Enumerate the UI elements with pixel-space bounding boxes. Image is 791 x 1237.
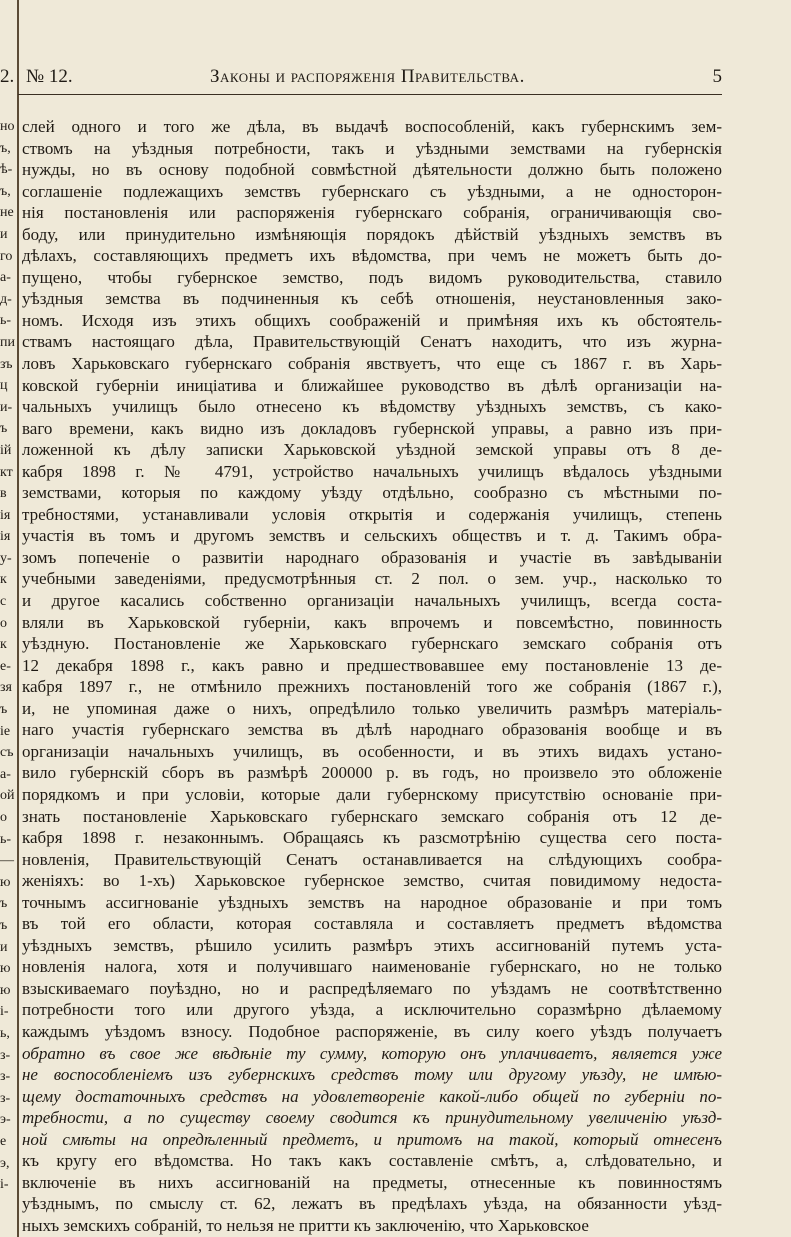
- gutter-fragment: ъ: [0, 917, 8, 933]
- text-line: наго участія губернскаго земства въ дѣлѣ народнаго образованія вообще и въ: [22, 720, 722, 740]
- text-line: организаціи начальныхъ училищъ, въ особенности, и въ этихъ видахъ устано-: [22, 741, 722, 761]
- gutter-fragment: у-: [0, 550, 12, 566]
- gutter-fragment: ія: [0, 507, 11, 523]
- gutter-fragment: з-: [0, 1069, 11, 1085]
- text-line: номъ. Исходя изъ этихъ общихъ соображеній и примѣняя ихъ къ обстоятель-: [22, 310, 722, 330]
- header-title: Законы и распоряженія Правительства.: [210, 66, 525, 87]
- text-line: слей одного и того же дѣла, въ выдачѣ воспособленій, какъ губернскимъ зем-: [22, 117, 722, 136]
- text-line: не воспособленіемъ изъ губернскихъ средствъ тому или другому уѣзду, не имѣю-: [22, 1065, 722, 1085]
- gutter-fragment: ъ,: [0, 140, 11, 156]
- gutter-fragment: д-: [0, 291, 12, 307]
- gutter-fragment: і-: [0, 1177, 9, 1193]
- text-line: и, не упоминая даже о нихъ, опредѣлило только увеличить размѣръ матеріаль-: [22, 698, 722, 718]
- running-header: [0, 66, 722, 92]
- gutter-fragment: ъ: [0, 702, 8, 718]
- adjacent-page-fragments: [0, 116, 17, 1196]
- text-line: пущено, чтобы губернское земство, подъ видомъ руководительства, ставило: [22, 267, 722, 287]
- text-line: ловъ Харьковскаго губернскаго собранія явствуетъ, что еще съ 1867 г. въ Харь-: [22, 354, 722, 374]
- gutter-fragment: в: [0, 486, 7, 502]
- gutter-fragment: пи: [0, 334, 15, 350]
- gutter-fragment: е-: [0, 658, 11, 674]
- gutter-fragment: ій: [0, 442, 12, 458]
- gutter-fragment: —: [0, 853, 14, 869]
- gutter-fragment: а-: [0, 270, 11, 286]
- text-line: кабря 1898 г. незаконнымъ. Обращаясь къ разсмотрѣнію существа сего поста-: [22, 828, 722, 848]
- text-line: требности, а по существу своему сводится къ принудительному увеличенію уѣзд-: [22, 1108, 722, 1128]
- page-number: 5: [712, 66, 722, 87]
- gutter-fragment: но: [0, 119, 15, 134]
- gutter-fragment: е: [0, 1133, 7, 1149]
- text-line: ствомъ на уѣздныя потребности, такъ и уѣздными земствами на губернскія: [22, 138, 722, 158]
- text-line: взыскиваемаго поуѣздно, но и распредѣляемаго по уѣздамъ не соотвѣтственно: [22, 978, 722, 998]
- gutter-fragment: а-: [0, 766, 11, 782]
- gutter-fragment: ія: [0, 529, 11, 545]
- text-line: уѣздную. Постановленіе же Харьковскаго губернскаго земскаго собранія отъ: [22, 634, 722, 654]
- text-line: ваго времени, какъ видно изъ докладовъ губернской управы, а равно изъ при-: [22, 418, 722, 438]
- binding-edge-line: [17, 0, 19, 1237]
- gutter-fragment: ъ,: [0, 183, 11, 199]
- header-left-fragment: 2.: [0, 66, 15, 87]
- gutter-fragment: и-: [0, 399, 13, 415]
- gutter-fragment: к: [0, 637, 7, 653]
- text-line: и другое касались собственно организаціи начальныхъ училищъ, всегда соста-: [22, 591, 722, 611]
- gutter-fragment: ъ: [0, 896, 8, 912]
- text-line: женіяхъ: во 1-хъ) Харьковское губернское земство, считая повидимому недоста-: [22, 871, 722, 891]
- gutter-fragment: не: [0, 205, 14, 221]
- text-line: потребности того или другого уѣзда, а исключительно соразмѣрно дѣлаемому: [22, 1000, 722, 1020]
- text-line: уѣзднымъ, по смыслу ст. 62, лежатъ въ предѣлахъ уѣзда, на обязанности уѣзд-: [22, 1194, 722, 1214]
- gutter-fragment: съ: [0, 745, 14, 761]
- main-text: [22, 116, 722, 1236]
- text-line: новленія, Правительствующій Сенатъ останавливается на слѣдующихъ сообра-: [22, 849, 722, 869]
- gutter-fragment: ой: [0, 788, 15, 804]
- gutter-fragment: с: [0, 594, 7, 610]
- gutter-fragment: ю: [0, 961, 11, 977]
- gutter-fragment: ь-: [0, 313, 12, 329]
- gutter-fragment: ъ: [0, 421, 8, 437]
- text-line: ствамъ настоящаго дѣла, Правительствующій Сенатъ находитъ, что изъ журна-: [22, 332, 722, 352]
- gutter-fragment: ю: [0, 874, 11, 890]
- text-line: нія постановленія или распоряженія губернскаго собранія, ограничивающія сво-: [22, 203, 722, 223]
- gutter-fragment: з-: [0, 1090, 11, 1106]
- text-line: знать постановленіе Харьковскаго губернскаго земскаго собранія отъ 12 де-: [22, 806, 722, 826]
- text-line: боду, или принудительно измѣняющія порядокъ дѣйствій уѣздныхъ земствъ въ: [22, 224, 722, 244]
- gutter-fragment: зя: [0, 680, 12, 696]
- gutter-fragment: кт: [0, 464, 13, 480]
- gutter-fragment: і-: [0, 1004, 9, 1020]
- issue-number: № 12.: [26, 66, 73, 87]
- text-line: въ той его области, которая составляла и составляетъ предметъ вѣдомства: [22, 914, 722, 934]
- text-line: новленія налога, хотя и получившаго наименованіе губернскаго, но не только: [22, 957, 722, 977]
- text-line: обратно въ свое же вѣдѣніе ту сумму, которую онъ уплачиваетъ, является уже: [22, 1043, 722, 1063]
- gutter-fragment: ь-: [0, 831, 12, 847]
- text-line: соглашеніе подлежащихъ земствъ губернскаго съ уѣздными, а не односторон-: [22, 181, 722, 201]
- gutter-fragment: и: [0, 939, 8, 955]
- gutter-fragment: о: [0, 615, 7, 631]
- text-line: нужды, но въ основу подобной совмѣстной дѣятельности должно быть положено: [22, 160, 722, 180]
- gutter-fragment: о: [0, 810, 7, 825]
- text-line: чальныхъ училищъ было отнесено къ вѣдомству уѣздныхъ земствъ, съ како-: [22, 397, 722, 417]
- text-line: учебными заведеніями, предусмотрѣнныя ст. 2 пол. о зем. учр., насколько то: [22, 569, 722, 589]
- gutter-fragment: к: [0, 572, 7, 588]
- text-line: зомъ попеченіе о развитіи народнаго образованія и участіе въ завѣдываніи: [22, 547, 722, 567]
- text-line: къ кругу его вѣдомства. Но такъ какъ составленіе смѣтъ, а, слѣдовательно, и: [22, 1151, 722, 1171]
- text-line: ложенной къ дѣлу записки Харьковской уѣздной земской управы отъ 8 де-: [22, 440, 722, 460]
- text-line: участія въ томъ и другомъ земствъ и сельскихъ обществъ и т. д. Такимъ обра-: [22, 526, 722, 546]
- gutter-fragment: и: [0, 226, 8, 242]
- text-line: порядкомъ и при условіи, которые дали губернскому присутствію основаніе при-: [22, 784, 722, 804]
- text-line: ныхъ земскихъ собраній, то нельзя не притти къ заключенію, что Харьковское: [22, 1215, 589, 1235]
- gutter-fragment: зъ: [0, 356, 13, 372]
- gutter-fragment: э-: [0, 1112, 11, 1128]
- gutter-fragment: го: [0, 248, 13, 264]
- text-line: включеніе въ нихъ ассигнованій на предметы, отнесенные къ повинностямъ: [22, 1172, 722, 1192]
- text-line: вляли въ Харьковской губерніи, какъ впрочемъ и повсемѣстно, повинность: [22, 612, 722, 632]
- text-line: щему достаточныхъ средствъ на удовлетвореніе какой-либо общей по губерніи по-: [22, 1086, 722, 1106]
- text-line: требностями, устанавливали условія открытія и содержанія училищъ, степень: [22, 504, 722, 524]
- text-line: кабря 1898 г. № 4791, устройство начальныхъ училищъ вѣдалось уѣздными: [22, 461, 722, 481]
- gutter-fragment: ц: [0, 378, 8, 394]
- text-line: вило губернскій сборъ въ размѣрѣ 200000 р. въ годъ, но произвело это обложеніе: [22, 763, 722, 783]
- text-line: уѣздныхъ земствъ, рѣшило усилить размѣръ этихъ ассигнованій путемъ уста-: [22, 935, 722, 955]
- header-rule: [18, 94, 722, 95]
- text-line: дѣлахъ, составляющихъ предметъ ихъ вѣдомства, при чемъ не можетъ быть до-: [22, 246, 722, 266]
- gutter-fragment: ь,: [0, 1025, 10, 1041]
- text-line: земствами, которыя по каждому уѣзду отдѣльно, сообразно съ мѣстными по-: [22, 483, 722, 503]
- gutter-fragment: ѣ-: [0, 162, 13, 178]
- text-line: кабря 1897 г., не отмѣнило прежнихъ постановленій того же собранія (1867 г.),: [22, 677, 722, 697]
- gutter-fragment: ю: [0, 982, 11, 998]
- text-line: ковской губерніи иниціатива и ближайшее руководство въ дѣлѣ организаціи на-: [22, 375, 722, 395]
- text-line: ной смѣты на опредѣленный предметъ, и притомъ на такой, который отнесенъ: [22, 1129, 722, 1149]
- text-line: уѣздныя земства въ подчиненныя къ себѣ отношенія, неустановленныя зако-: [22, 289, 722, 309]
- text-line: 12 декабря 1898 г., какъ равно и предшествовавшее ему постановленіе 13 де-: [22, 655, 722, 675]
- gutter-fragment: з-: [0, 1047, 11, 1063]
- text-line: точнымъ ассигнованіе уѣздныхъ земствъ на народное образованіе и при томъ: [22, 892, 722, 912]
- gutter-fragment: іе: [0, 723, 11, 739]
- gutter-fragment: э,: [0, 1155, 10, 1171]
- text-line: каждымъ уѣздомъ взносу. Подобное распоряженіе, въ силу коего уѣздъ получаетъ: [22, 1021, 722, 1041]
